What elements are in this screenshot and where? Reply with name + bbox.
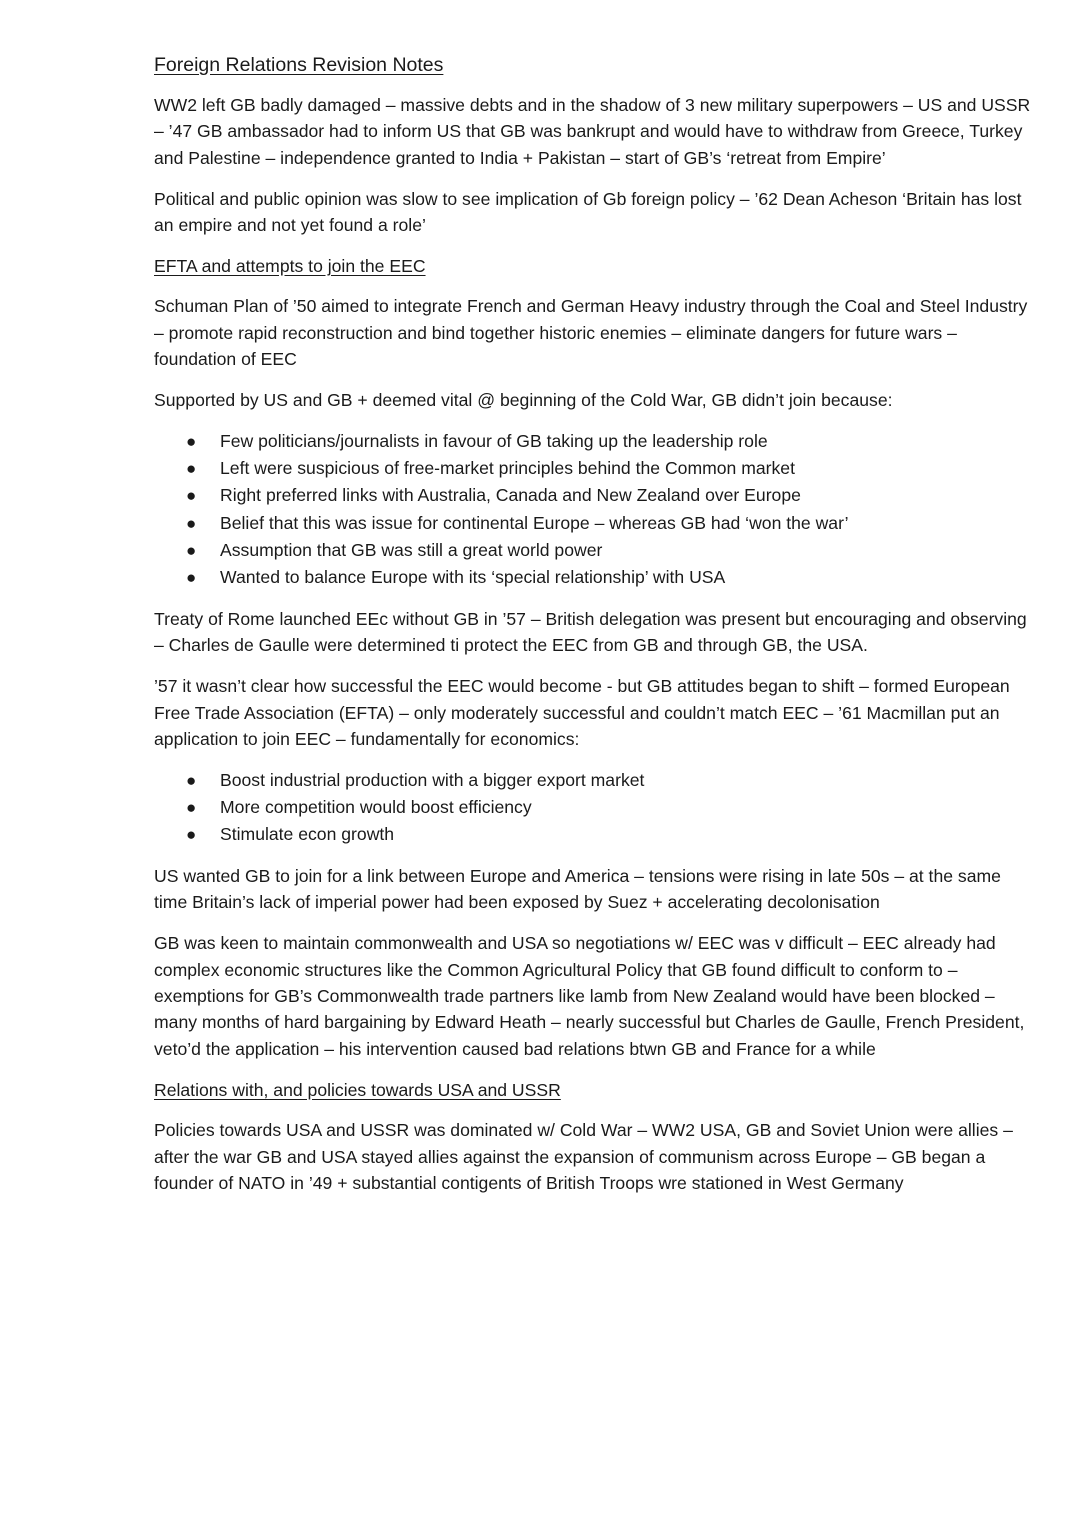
list-item — [154, 537, 1034, 564]
bullet-icon: ● — [186, 459, 197, 479]
list-item-text: Right preferred links with Australia, Canada and New Zealand over Europe — [220, 485, 801, 506]
economics-list — [154, 767, 1034, 849]
list-item — [154, 767, 1034, 794]
list-item-text: Belief that this was issue for continental Europe – whereas GB had ‘won the war’ — [220, 512, 849, 533]
list-item-text: Left were suspicious of free-market principles behind the Common market — [220, 458, 795, 479]
usa-paragraph-1: Policies towards USA and USSR was dominated w/ Cold War – WW2 USA, GB and Soviet Union were allies – after the war GB and USA stayed allies against the expansion of communism across Europe – GB began a founder of NATO in ’49 + substantial contigents of British Troops wre stationed in West Germany — [154, 1120, 1013, 1193]
page-title: Foreign Relations Revision Notes — [154, 54, 444, 76]
intro-paragraph-2: Political and public opinion was slow to see implication of Gb foreign policy – ’62 Dean Acheson ‘Britain has lost an empire and not yet found a role’ — [154, 188, 1022, 236]
list-item — [154, 821, 1034, 848]
intro-paragraph-1: WW2 left GB badly damaged – massive debts and in the shadow of 3 new military superpowers – US and USSR – ’47 GB ambassador had to inform US that GB was bankrupt and would have to withdraw from Greece, Turkey and Palestine – independence granted to India + Pakistan – start of GB’s ‘retreat from Empire’ — [154, 95, 1031, 168]
bullet-icon: ● — [186, 798, 197, 818]
bullet-icon: ● — [186, 825, 197, 845]
efta-paragraph-5: US wanted GB to join for a link between Europe and America – tensions were rising in late 50s – at the same time Britain’s lack of imperial power had been exposed by Suez + accelerating decolonisation — [154, 865, 1001, 913]
list-item-text: More competition would boost efficiency — [220, 797, 532, 818]
list-item-text: Wanted to balance Europe with its ‘special relationship’ with USA — [220, 567, 726, 588]
document-page — [154, 50, 1034, 1211]
list-item-text: Stimulate econ growth — [220, 824, 395, 845]
bullet-icon: ● — [186, 513, 197, 533]
bullet-icon: ● — [186, 432, 197, 452]
list-item — [154, 428, 1034, 455]
bullet-icon: ● — [186, 540, 197, 560]
list-item — [154, 510, 1034, 537]
list-item — [154, 482, 1034, 509]
section-heading-efta: EFTA and attempts to join the EEC — [154, 256, 426, 277]
bullet-icon: ● — [186, 568, 197, 588]
efta-paragraph-1: Schuman Plan of ’50 aimed to integrate French and German Heavy industry through the Coal and Steel Industry – promote rapid reconstruction and bind together historic enemies – eliminate dangers for future wars – foundation of EEC — [154, 296, 1028, 370]
reasons-list — [154, 428, 1034, 591]
bullet-icon: ● — [186, 486, 197, 506]
list-item — [154, 455, 1034, 482]
list-item-text: Assumption that GB was still a great world power — [220, 539, 603, 560]
efta-paragraph-6: GB was keen to maintain commonwealth and USA so negotiations w/ EEC was v difficult – EEC already had complex economic structures like the Common Agricultural Policy that GB found difficult to conform to – exemptions for GB’s Commonwealth trade partners like lamb from New Zealand would have been blocked – many months of hard bargaining by Edward Heath – nearly successful but Charles de Gaulle, French President, veto’d the application – his intervention caused bad relations btwn GB and France for a while — [154, 933, 1025, 1059]
efta-paragraph-3: Treaty of Rome launched EEc without GB in ’57 – British delegation was present but encouraging and observing – Charles de Gaulle were determined ti protect the EEC from GB and through GB, the USA. — [154, 608, 1027, 656]
section-heading-usa-ussr: Relations with, and policies towards USA and USSR — [154, 1079, 561, 1100]
efta-paragraph-4: ’57 it wasn’t clear how successful the EEC would become - but GB attitudes began to shift – formed European Free Trade Association (EFTA) – only moderately successful and couldn’t match EEC – ’61 Macmillan put an application to join EEC – fundamentally for economics: — [154, 676, 1010, 749]
list-item — [154, 794, 1034, 821]
efta-paragraph-2: Supported by US and GB + deemed vital @ beginning of the Cold War, GB didn’t join because: — [154, 390, 893, 411]
list-item — [154, 564, 1034, 591]
list-item-text: Boost industrial production with a bigger export market — [220, 769, 645, 790]
bullet-icon: ● — [186, 770, 197, 790]
list-item-text: Few politicians/journalists in favour of GB taking up the leadership role — [220, 431, 768, 452]
